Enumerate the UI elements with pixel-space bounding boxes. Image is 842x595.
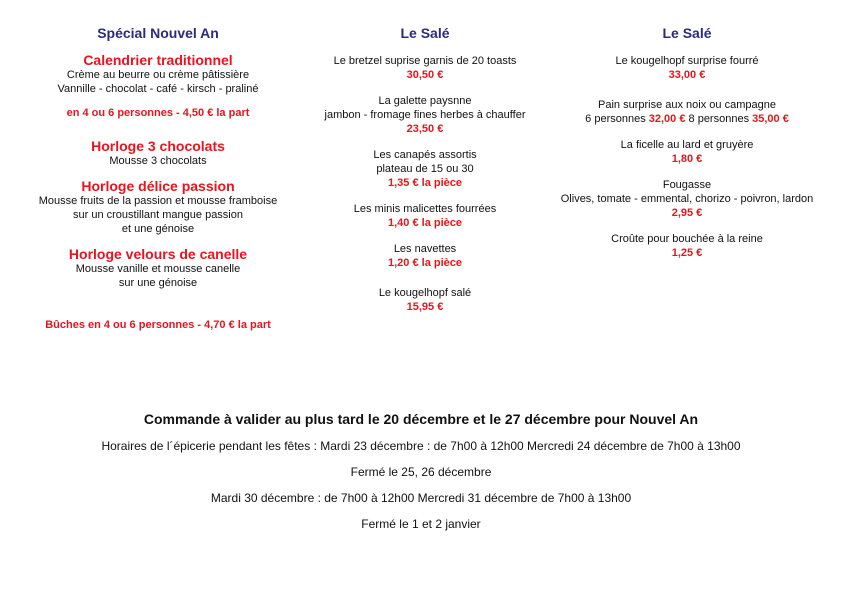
item-name: Pain surprise aux noix ou campagne — [598, 99, 776, 111]
menu-item — [556, 54, 818, 82]
horloge3-block — [20, 138, 296, 168]
calendrier-price: en 4 ou 6 personnes - 4,50 € la part — [66, 107, 250, 119]
menu-item — [298, 54, 552, 82]
item-name: La galette paysnne — [378, 95, 472, 107]
item-description: plateau de 15 ou 30 — [376, 163, 474, 175]
menu-item — [556, 232, 818, 260]
menu-item — [298, 242, 552, 270]
item-name: Le kougelhopf surprise fourré — [615, 55, 759, 67]
hours-line: Horaires de l´épicerie pendant les fêtes : Mardi 23 décembre : de 7h00 à 12h00 Mercredi 24 décembre de 7h00 à 13h00 — [101, 439, 741, 453]
menu-item — [556, 98, 818, 126]
item-price: 1,25 € — [671, 247, 703, 259]
horloge-canelle-block — [20, 246, 296, 290]
horloge-passion-block — [20, 178, 296, 236]
menu-item — [298, 202, 552, 230]
horloge-canelle-name: Horloge velours de canelle — [68, 246, 248, 262]
horloge-passion-name: Horloge délice passion — [81, 178, 235, 194]
item-name: Le kougelhopf salé — [378, 287, 472, 299]
item-price: 23,50 € — [406, 123, 444, 135]
item-name: La ficelle au lard et gruyère — [620, 139, 754, 151]
item-description: jambon - fromage fines herbes à chauffer — [324, 109, 526, 121]
item-description: Olives, tomate - emmental, chorizo - poivron, lardon — [560, 193, 814, 205]
horloge-passion-line: sur un croustillant mangue passion — [73, 209, 243, 221]
buches-price: Bûches en 4 ou 6 personnes - 4,70 € la part — [45, 319, 271, 331]
calendrier-line: Crème au beurre ou crème pâtissière — [66, 69, 250, 81]
order-deadline: Commande à valider au plus tard le 20 décembre et le 27 décembre pour Nouvel An — [143, 411, 699, 427]
item-options — [556, 112, 818, 126]
horloge3-name: Horloge 3 chocolats — [91, 138, 225, 154]
horloge-canelle-line: sur une génoise — [118, 277, 198, 289]
item-price: 1,20 € la pièce — [388, 257, 462, 269]
calendrier-line: Vannille - chocolat - café - kirsch - praliné — [57, 83, 259, 95]
hours-line: Mardi 30 décembre : de 7h00 à 12h00 Mercredi 31 décembre de 7h00 à 13h00 — [210, 491, 632, 505]
item-name: Le bretzel suprise garnis de 20 toasts — [333, 55, 517, 67]
menu-item — [298, 286, 552, 314]
special-column — [20, 24, 296, 332]
horloge-canelle-line: Mousse vanille et mousse canelle — [75, 263, 241, 275]
horloge-passion-line: Mousse fruits de la passion et mousse framboise — [38, 195, 278, 207]
item-name: Les navettes — [393, 243, 457, 255]
sale-column-2 — [556, 24, 818, 272]
item-name: Les canapés assortis — [373, 149, 477, 161]
menu-item — [556, 138, 818, 166]
menu-item — [556, 178, 818, 220]
horloge3-line: Mousse 3 chocolats — [109, 155, 207, 167]
option-label: 8 personnes — [685, 113, 753, 125]
closed-line: Fermé le 25, 26 décembre — [350, 465, 492, 479]
item-price: 1,40 € la pièce — [388, 217, 462, 229]
item-price: 33,00 € — [668, 69, 706, 81]
item-price: 30,50 € — [406, 69, 444, 81]
special-title: Spécial Nouvel An — [97, 25, 219, 41]
option-label: 6 personnes — [585, 113, 649, 125]
closed-line: Fermé le 1 et 2 janvier — [361, 517, 481, 531]
item-price: 1,80 € — [671, 153, 703, 165]
item-price: 2,95 € — [671, 207, 703, 219]
sale1-title: Le Salé — [400, 25, 450, 41]
menu-item — [298, 94, 552, 136]
item-name: Croûte pour bouchée à la reine — [611, 233, 763, 245]
item-name: Fougasse — [662, 179, 712, 191]
item-price: 1,35 € la pièce — [388, 177, 462, 189]
horloge-passion-line: et une génoise — [121, 223, 195, 235]
sale-column-1 — [298, 24, 552, 326]
menu-item — [298, 148, 552, 190]
sale2-title: Le Salé — [662, 25, 712, 41]
calendrier-name: Calendrier traditionnel — [83, 52, 233, 68]
option-price: 35,00 € — [752, 113, 789, 125]
calendrier-block — [20, 52, 296, 120]
item-price: 15,95 € — [406, 301, 444, 313]
item-name: Les minis malicettes fourrées — [353, 203, 497, 215]
option-price: 32,00 € — [648, 113, 686, 125]
